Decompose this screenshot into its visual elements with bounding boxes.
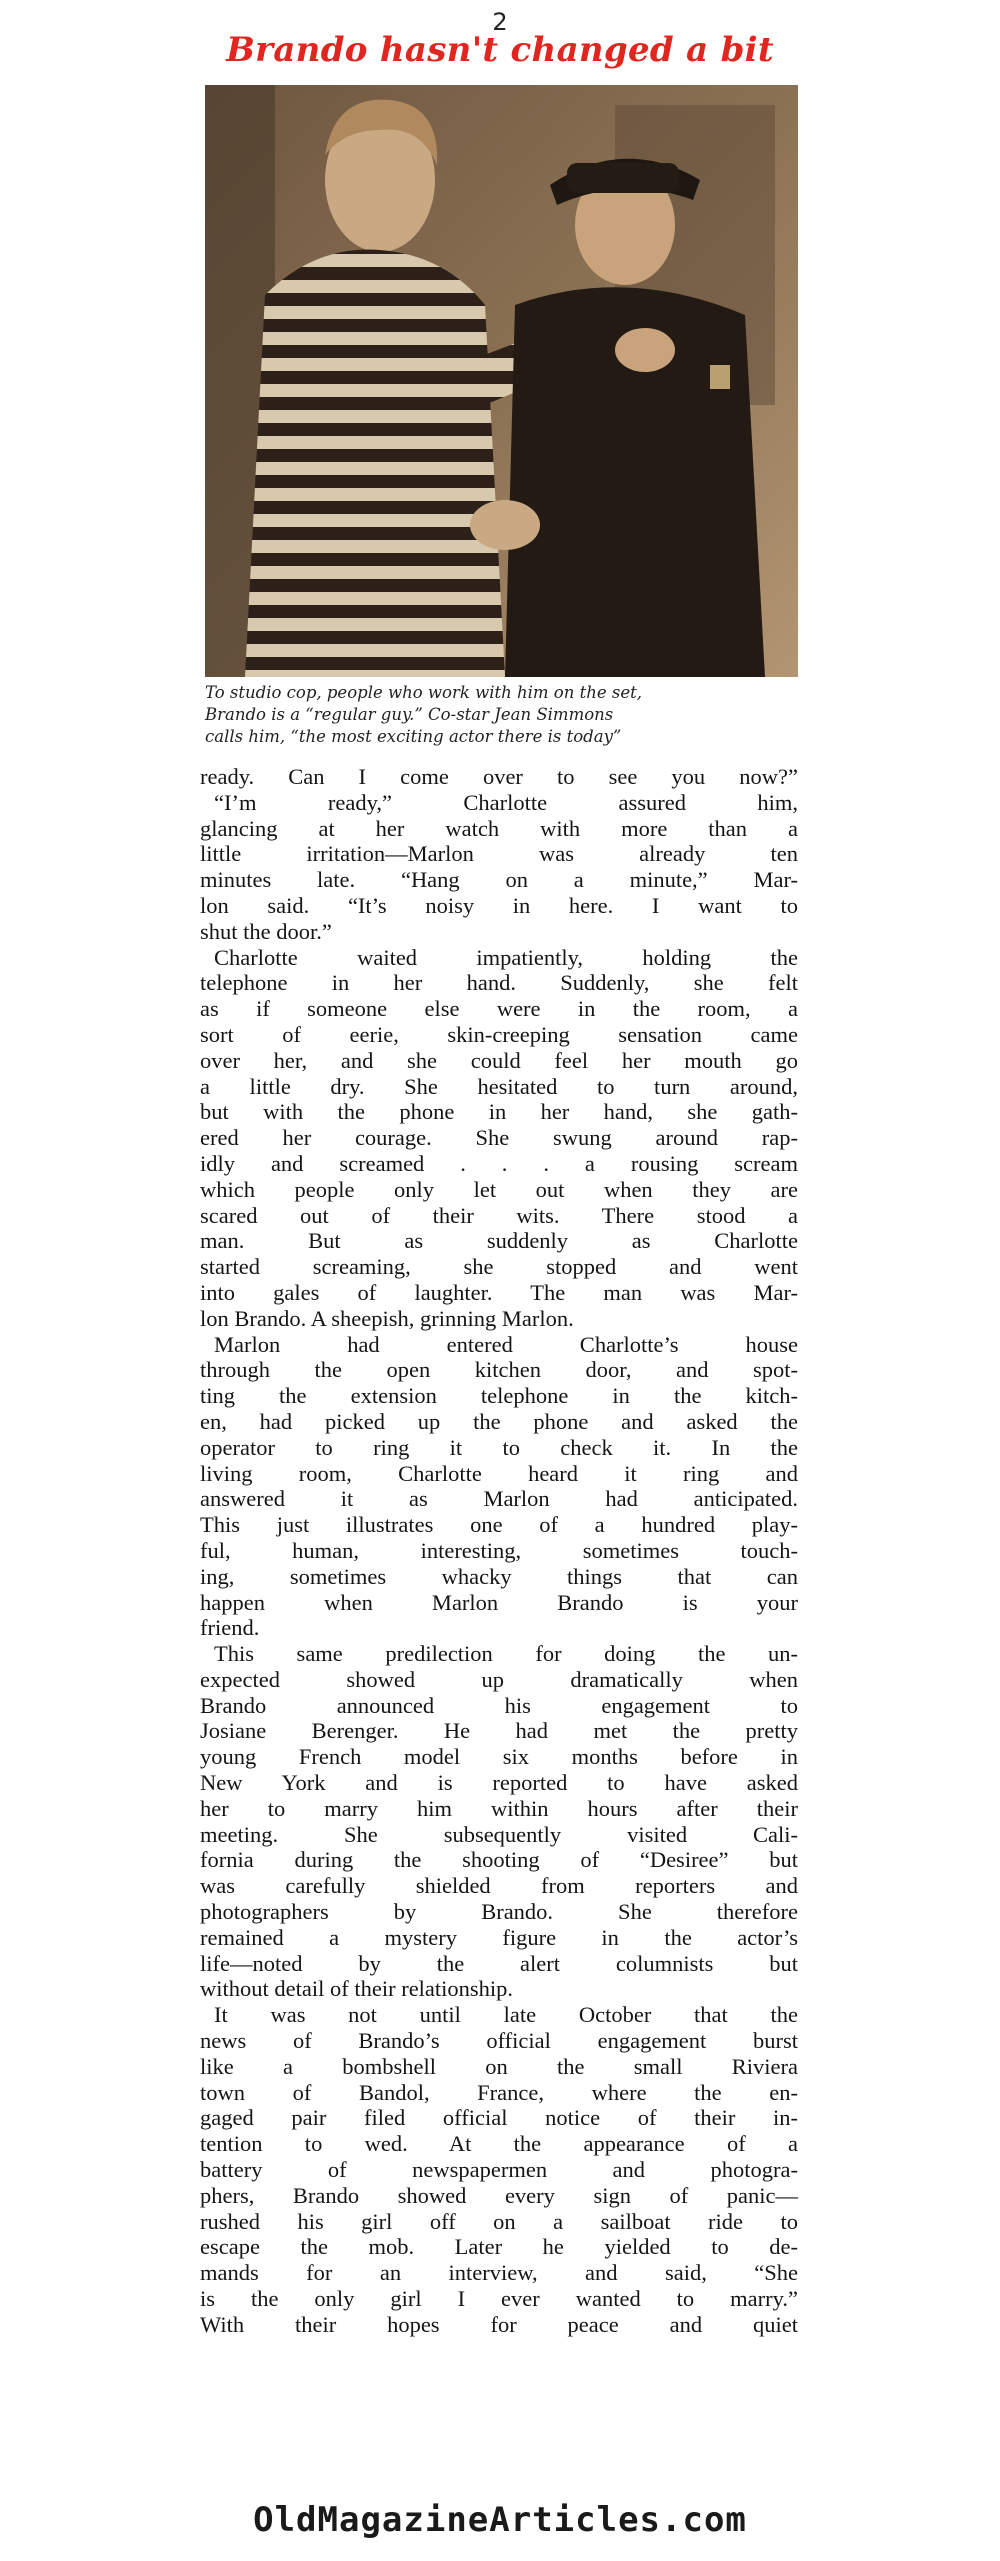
text-line: This same predilection for doing the un- bbox=[214, 1641, 798, 1667]
text-line: “I’m ready,” Charlotte assured him, bbox=[214, 789, 798, 815]
photo-caption bbox=[205, 682, 798, 748]
caption-line: Brando is a “regular guy.” Co-star Jean Simmons bbox=[205, 705, 614, 724]
text-line: lon said. “It’s noisy in here. I want to bbox=[200, 892, 798, 918]
text-line: ful, human, interesting, sometimes touch- bbox=[200, 1537, 798, 1563]
text-line: through the open kitchen door, and spot- bbox=[200, 1357, 798, 1383]
site-watermark: OldMagazineArticles.com bbox=[253, 2500, 747, 2540]
text-line: scared out of their wits. There stood a bbox=[200, 1202, 798, 1228]
text-line: but with the phone in her hand, she gath- bbox=[200, 1099, 798, 1125]
text-line: glancing at her watch with more than a bbox=[200, 815, 798, 841]
text-line: without detail of their relationship. bbox=[200, 1976, 514, 2002]
text-line: escape the mob. Later he yielded to de- bbox=[200, 2234, 798, 2260]
text-line: as if someone else were in the room, a bbox=[200, 996, 798, 1022]
text-line: rushed his girl off on a sailboat ride to bbox=[200, 2208, 798, 2234]
text-line: ered her courage. She swung around rap- bbox=[200, 1125, 798, 1151]
text-line: shut the door.” bbox=[200, 918, 332, 944]
text-line: Charlotte waited impatiently, holding the bbox=[214, 944, 798, 970]
text-line: young French model six months before in bbox=[200, 1744, 798, 1770]
text-line: remained a mystery figure in the actor’s bbox=[200, 1924, 798, 1950]
text-line: minutes late. “Hang on a minute,” Mar- bbox=[200, 867, 798, 893]
text-line: With their hopes for peace and quiet bbox=[200, 2311, 798, 2337]
text-line: little irritation—Marlon was already ten bbox=[200, 841, 798, 867]
text-line: living room, Charlotte heard it ring and bbox=[200, 1460, 798, 1486]
text-line: operator to ring it to check it. In the bbox=[200, 1434, 798, 1460]
text-line: news of Brando’s official engagement burst bbox=[200, 2028, 798, 2054]
text-line: Josiane Berenger. He had met the pretty bbox=[200, 1718, 798, 1744]
text-line: photographers by Brando. She therefore bbox=[200, 1899, 798, 1925]
text-line: which people only let out when they are bbox=[200, 1176, 798, 1202]
text-line: telephone in her hand. Suddenly, she felt bbox=[200, 970, 798, 996]
text-line: fornia during the shooting of “Desiree” but bbox=[200, 1847, 798, 1873]
text-line: man. But as suddenly as Charlotte bbox=[200, 1228, 798, 1254]
text-line: Marlon had entered Charlotte’s house bbox=[214, 1331, 798, 1357]
text-line: It was not until late October that the bbox=[214, 2002, 798, 2028]
article-body bbox=[200, 764, 798, 2338]
text-line: lon Brando. A sheepish, grinning Marlon. bbox=[200, 1305, 574, 1331]
text-line: a little dry. She hesitated to turn around, bbox=[200, 1073, 798, 1099]
text-line: en, had picked up the phone and asked the bbox=[200, 1408, 798, 1434]
text-line: Brando announced his engagement to bbox=[200, 1692, 798, 1718]
text-line: her to marry him within hours after their bbox=[200, 1795, 798, 1821]
text-line: happen when Marlon Brando is your bbox=[200, 1589, 798, 1615]
text-line: ready. Can I come over to see you now?” bbox=[200, 764, 798, 789]
text-line: gaged pair filed official notice of their in- bbox=[200, 2105, 798, 2131]
text-line: started screaming, she stopped and went bbox=[200, 1254, 798, 1280]
text-line: is the only girl I ever wanted to marry.” bbox=[200, 2286, 798, 2312]
article-headline: Brando hasn't changed a bit bbox=[226, 30, 774, 70]
text-line: like a bombshell on the small Riviera bbox=[200, 2053, 798, 2079]
text-line: life—noted by the alert columnists but bbox=[200, 1950, 798, 1976]
text-line: town of Bandol, France, where the en- bbox=[200, 2079, 798, 2105]
text-line: battery of newspapermen and photogra- bbox=[200, 2157, 798, 2183]
text-line: meeting. She subsequently visited Cali- bbox=[200, 1821, 798, 1847]
article-photo bbox=[205, 85, 798, 677]
text-line: ting the extension telephone in the kitch- bbox=[200, 1383, 798, 1409]
text-line: New York and is reported to have asked bbox=[200, 1770, 798, 1796]
text-line: mands for an interview, and said, “She bbox=[200, 2260, 798, 2286]
text-line: friend. bbox=[200, 1615, 260, 1641]
page-number: 2 bbox=[492, 8, 508, 36]
caption-line: To studio cop, people who work with him on the set, bbox=[205, 683, 642, 702]
text-line: into gales of laughter. The man was Mar- bbox=[200, 1279, 798, 1305]
text-line: sort of eerie, skin-creeping sensation came bbox=[200, 1021, 798, 1047]
photo-brando-and-studio-cop-icon bbox=[205, 85, 798, 677]
text-line: answered it as Marlon had anticipated. bbox=[200, 1486, 798, 1512]
text-line: idly and screamed . . . a rousing scream bbox=[200, 1150, 798, 1176]
text-line: tention to wed. At the appearance of a bbox=[200, 2131, 798, 2157]
text-line: phers, Brando showed every sign of panic— bbox=[200, 2182, 798, 2208]
text-line: This just illustrates one of a hundred play- bbox=[200, 1512, 798, 1538]
text-line: over her, and she could feel her mouth go bbox=[200, 1047, 798, 1073]
text-line: expected showed up dramatically when bbox=[200, 1666, 798, 1692]
text-line: ing, sometimes whacky things that can bbox=[200, 1563, 798, 1589]
text-line: was carefully shielded from reporters and bbox=[200, 1873, 798, 1899]
caption-line: calls him, “the most exciting actor there is today” bbox=[205, 727, 622, 746]
